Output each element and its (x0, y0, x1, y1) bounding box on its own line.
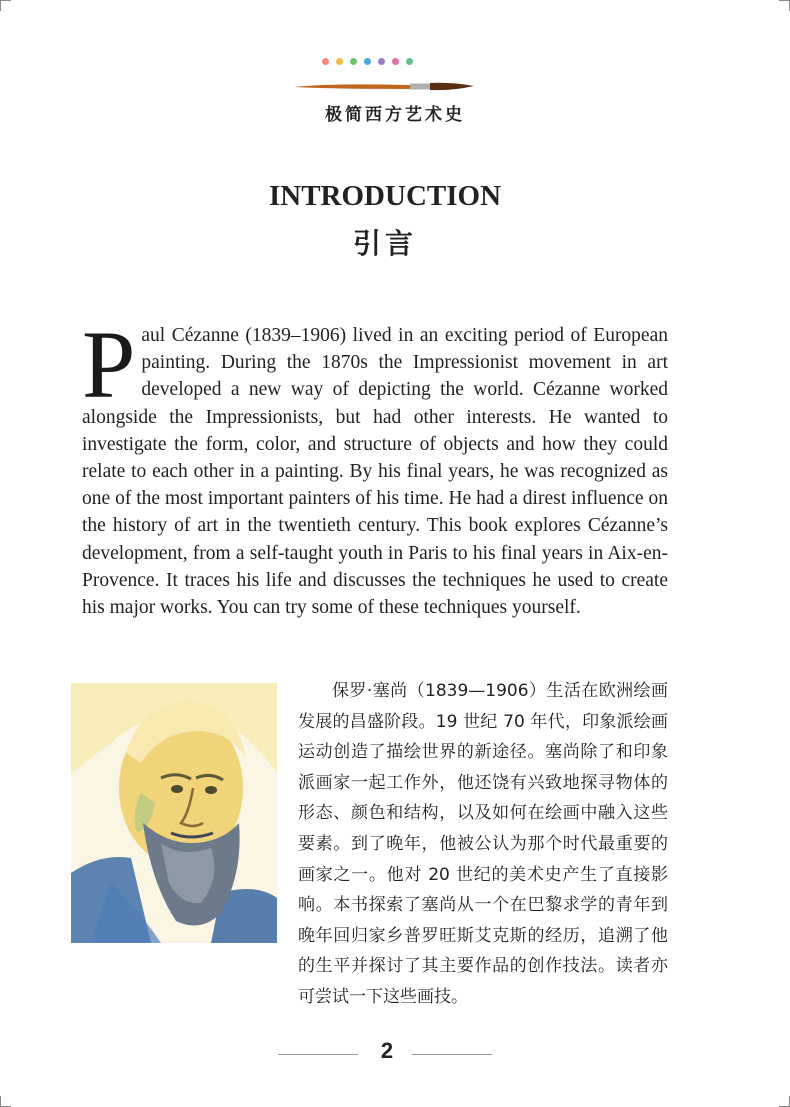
introduction-english-paragraph (82, 311, 668, 621)
paint-dots-decoration (322, 58, 413, 65)
footer-rule-right (412, 1054, 492, 1055)
paint-dot (392, 58, 399, 65)
crop-mark-bottom-left (0, 1096, 11, 1107)
paint-dot (336, 58, 343, 65)
drop-cap: P (82, 311, 136, 418)
paintbrush-icon (292, 80, 476, 92)
page-number: 2 (380, 1038, 394, 1063)
page-title-english: INTRODUCTION (268, 180, 502, 212)
crop-mark-top-left (0, 0, 11, 11)
page-title-chinese: 引言 (352, 227, 417, 260)
paint-dot (378, 58, 385, 65)
cezanne-portrait-image (71, 683, 277, 943)
crop-mark-top-right (779, 0, 790, 11)
footer-rule-left (278, 1054, 358, 1055)
series-title: 极简西方艺术史 (325, 105, 465, 125)
introduction-chinese-paragraph: 保罗·塞尚（1839—1906）生活在欧洲绘画发展的昌盛阶段。19 世纪 70 年代，印象派绘画运动创造了描绘世界的新途径。塞尚除了和印象派画家一起工作外，他还饶有兴致地探寻物体的形态、颜色和结构，以及如何在绘画中融入这些要素。到了晚年，他被公认为那个时代最重要的画家之一。他对 20 世纪的美术史产生了直接影响。本书探索了塞尚从一个在巴黎求学的青年到晚年回归家乡普罗旺斯艾克斯的经历，追溯了他的生平并探讨了其主要作品的创作技法。读者亦可尝试一下这些画技。 (298, 681, 668, 1007)
paint-dot (322, 58, 329, 65)
paint-dot (350, 58, 357, 65)
introduction-english-text: aul Cézanne (1839–1906) lived in an exciting period of European painting. During the 1870s the Impressionist movement in art developed a new way of depicting the world. Cézanne worked alongside the Impressionists, but had other interests. He wanted to investigate the form, color, and structure of objects and how they could relate to each other in a painting. By his final years, he was recognized as one of the most important painters of his time. He had a direst influence on the history of art in the twentieth century. This book explores Cézanne’s development, from a self-taught youth in Paris to his final years in Aix-en-Provence. It traces his life and discusses the techniques he used to create his major works. You can try some of these techniques yourself. (82, 325, 668, 619)
paint-dot (406, 58, 413, 65)
paint-dot (364, 58, 371, 65)
crop-mark-bottom-right (779, 1096, 790, 1107)
